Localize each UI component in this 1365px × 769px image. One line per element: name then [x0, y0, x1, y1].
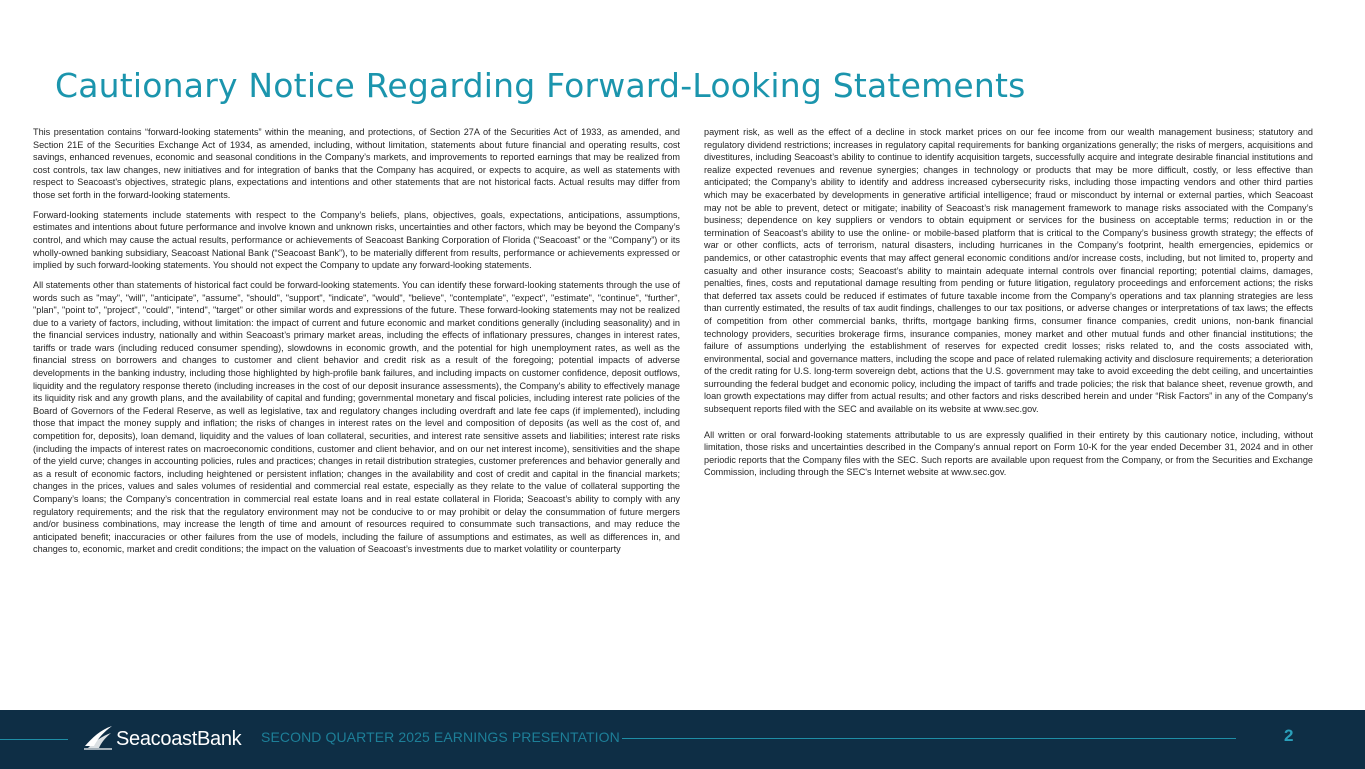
page-title: Cautionary Notice Regarding Forward-Looking Statements	[55, 66, 1026, 105]
sail-logo-icon	[82, 724, 114, 755]
paragraph: payment risk, as well as the effect of a decline in stock market prices on our fee income from our wealth management business; statutory and regulatory dividend restrictions; increases in regulatory capital requirements for banking organizations generally; the risks of mergers, acquisitions and divestitures, including Seacoast’s ability to continue to identify acquisition targets, successfully acquire and integrate desirable financial institutions and realize expected revenues and revenue synergies; changes in technology or products that may be more difficult, costly, or less effective than anticipated; the Company’s ability to identify and address increased cybersecurity risks, including those impacting vendors and other third parties which may be exacerbated by developments in generative artificial intelligence; fraud or misconduct by internal or external parties, which Seacoast may not be able to prevent, detect or mitigate; inability of Seacoast’s risk management framework to manage risks associated with the Company’s business; dependence on key suppliers or vendors to obtain equipment or services for the business on acceptable terms; reduction in or the termination of Seacoast’s ability to use the online- or mobile-based platform that is critical to the Company’s business growth strategy; the effects of war or other conflicts, acts of terrorism, natural disasters, including hurricanes in the Company’s footprint, health emergencies, epidemics or pandemics, or other catastrophic events that may affect general economic conditions and/or increase costs, including, but not limited to, property and casualty and other insurance costs; Seacoast’s ability to maintain adequate internal controls over financial reporting; potential claims, damages, penalties, fines, costs and reputational damage resulting from pending or future litigation, regulatory proceedings and enforcement actions; the risks that deferred tax assets could be reduced if estimates of future taxable income from the Company’s operations and tax planning strategies are less than currently estimated, the results of tax audit findings, challenges to our tax positions, or adverse changes or interpretations of tax laws; the effects of competition from other commercial banks, thrifts, mortgage banking firms, consumer finance companies, credit unions, non-bank financial technology providers, securities brokerage firms, insurance companies, money market and other mutual funds and other financial institutions; the failure of assumptions underlying the establishment of reserves for expected credit losses; risks related to, and the costs associated with, environmental, social and governance matters, including the scope and pace of related rulemaking activity and disclosure requirements; a deterioration of the credit rating for U.S. long-term sovereign debt, actions that the U.S. government may take to avoid exceeding the debt ceiling, and uncertainties surrounding the federal budget and economic policy, including the impact of tariffs and trade policies; the risk that balance sheet, revenue growth, and loan growth expectations may differ from actual results; and other factors and risks described herein and under “Risk Factors” in any of the Company's subsequent reports filed with the SEC and available on its website at www.sec.gov.	[704, 127, 1313, 415]
footer-divider-left	[0, 739, 68, 740]
paragraph: All written or oral forward-looking statements attributable to us are expressly qualified in their entirety by this cautionary notice, including, without limitation, those risks and uncertainties described in the Company’s annual report on Form 10-K for the year ended December 31, 2024 and in other periodic reports that the Company files with the SEC. Such reports are available upon request from the Company, or from the Securities and Exchange Commission, including through the SEC's Internet website at www.sec.gov.	[704, 429, 1313, 478]
seacoast-bank-logo	[82, 724, 241, 754]
left-text-column	[33, 126, 680, 563]
footer-bar	[0, 710, 1365, 769]
footer-divider-right	[622, 738, 1236, 739]
right-text-column	[704, 126, 1313, 486]
presentation-label: SECOND QUARTER 2025 EARNINGS PRESENTATION	[261, 729, 620, 745]
paragraph: This presentation contains “forward-looking statements” within the meaning, and protections, of Section 27A of the Securities Act of 1933, as amended, and Section 21E of the Securities Exchange Act of 1934, as amended, including, without limitation, statements about future financial and operating results, cost savings, enhanced revenues, economic and seasonal conditions in the Company’s markets, and improvements to reported earnings that may be realized from cost controls, tax law changes, new initiatives and for integration of banks that the Company has acquired, or expects to acquire, as well as statements with respect to Seacoast's objectives, strategic plans, expectations and intentions and other statements that are not historical facts. Actual results may differ from those set forth in the forward-looking statements.	[33, 127, 680, 200]
paragraph: Forward-looking statements include statements with respect to the Company’s beliefs, plans, objectives, goals, expectations, anticipations, assumptions, estimates and intentions about future performance and involve known and unknown risks, uncertainties and other factors, which may be beyond the Company’s control, and which may cause the actual results, performance or achievements of Seacoast Banking Corporation of Florida (“Seacoast” or the “Company”) or its wholly-owned banking subsidiary, Seacoast National Bank (“Seacoast Bank”), to be materially different from results, performance or achievements expressed or implied by such forward-looking statements. You should not expect the Company to update any forward-looking statements.	[33, 209, 680, 271]
logo-wordmark: SeacoastBank	[116, 727, 242, 750]
page-number: 2	[1284, 726, 1294, 745]
paragraph: All statements other than statements of historical fact could be forward-looking statements. You can identify these forward-looking statements through the use of words such as "may", "will", "anticipate", "assume", "should", "support", "indicate", "would", "believe", "contemplate", "expect", "estimate", "continue", "further", "plan", "point to", "project", "could", "intend", "target" or other similar words and expressions of the future. These forward-looking statements may not be realized due to a variety of factors, including, without limitation: the impact of current and future economic and market conditions generally (including seasonality) and in the financial services industry, nationally and within Seacoast’s primary market areas, including the effects of inflationary pressures, changes in interest rates, tariffs or trade wars (including reduced consumer spending), slowdowns in economic growth, and the potential for high unemployment rates, as well as the financial stress on borrowers and changes to customer and client behavior and credit risk as a result of the foregoing; potential impacts of adverse developments in the banking industry, including those highlighted by high-profile bank failures, and including impacts on customer confidence, deposit outflows, liquidity and the regulatory response thereto (including increases in the cost of our deposit insurance assessments), the Company's ability to effectively manage its liquidity risk and any growth plans, and the availability of capital and funding; governmental monetary and fiscal policies, including interest rate policies of the Board of Governors of the Federal Reserve, as well as legislative, tax and regulatory changes including overdraft and late fee caps (if implemented), including those that impact the money supply and inflation; the risks of changes in interest rates on the level and composition of deposits (as well as the cost of, and competition for, deposits), loan demand, liquidity and the values of loan collateral, securities, and interest rate sensitive assets and liabilities; interest rate risks (including the impacts of interest rates on macroeconomic conditions, customer and client behavior, and on our net interest income), sensitivities and the shape of the yield curve; changes in accounting policies, rules and practices; changes in retail distribution strategies, customer preferences and behavior generally and as a result of economic factors, including heightened or persistent inflation; changes in the availability and cost of credit and capital in the financial markets; changes in the prices, values and sales volumes of residential and commercial real estate, especially as they relate to the value of collateral supporting the Company’s loans; the Company’s concentration in commercial real estate loans and in real estate collateral in Florida; Seacoast’s ability to comply with any regulatory requirements; and the risk that the regulatory environment may not be conducive to or may prohibit or delay the consummation of future mergers and/or business combinations, may increase the length of time and amount of resources required to consummate such transactions, and may reduce the anticipated benefit; inaccuracies or other failures from the use of models, including the failure of assumptions and estimates, as well as differences in, and changes to, economic, market and credit conditions; the impact on the valuation of Seacoast’s investments due to market volatility or counterparty	[33, 279, 680, 555]
